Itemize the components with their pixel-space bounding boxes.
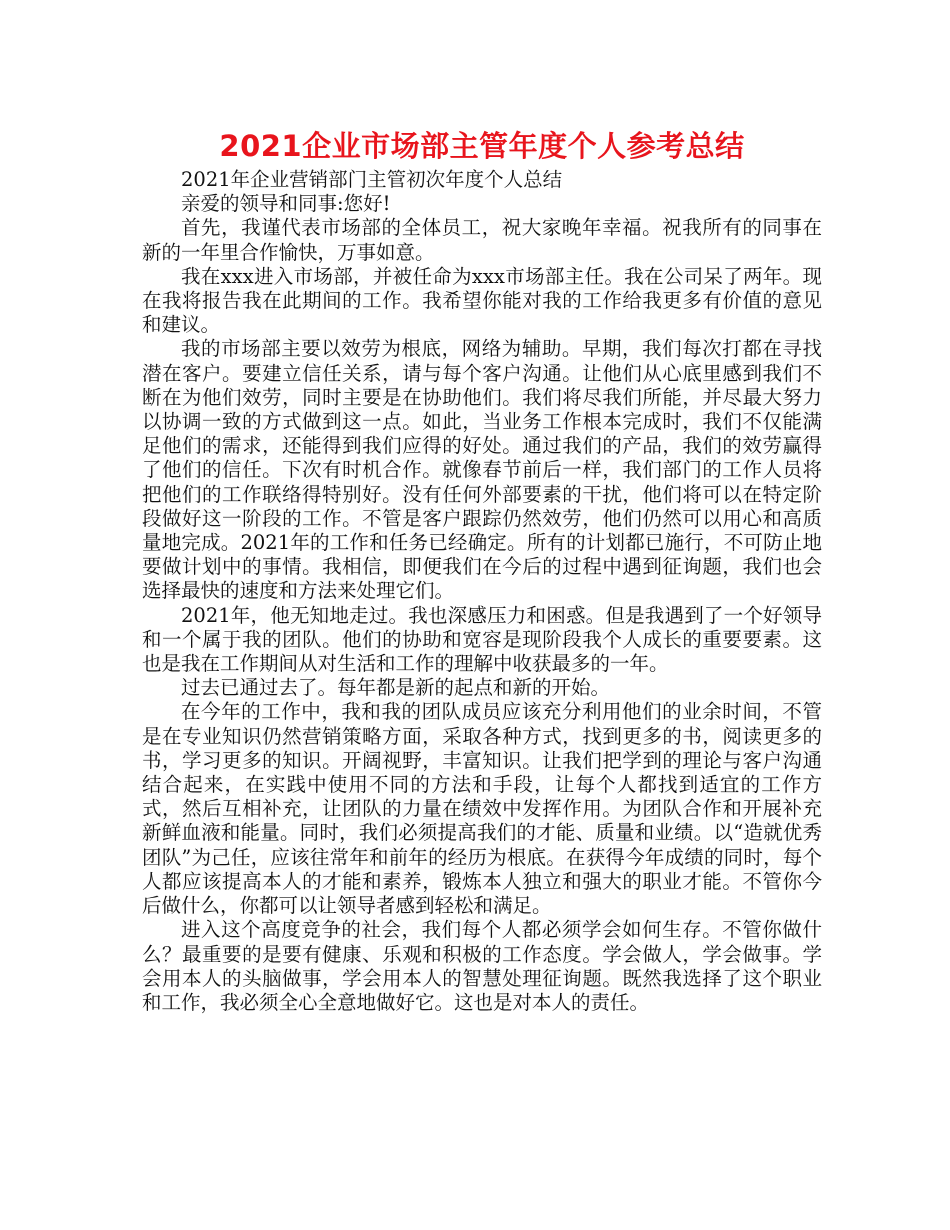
doc-paragraph: 我在xxx进入市场部，并被任命为xxx市场部主任。我在公司呆了两年。现在我将报告我在此期间的工作。我希望你能对我的工作给我更多有价值的意见和建议。 — [142, 264, 822, 337]
doc-paragraph: 我的市场部主要以效劳为根底，网络为辅助。早期，我们每次打都在寻找潜在客户。要建立信任关系，请与每个客户沟通。让他们从心底里感到我们不断在为他们效劳，同时主要是在协助他们。我们将尽我们所能，并尽最大努力以协调一致的方式做到这一点。如此，当业务工作根本完成时，我们不仅能满足他们的需求，还能得到我们应得的好处。通过我们的产品，我们的效劳赢得了他们的信任。下次有时机合作。就像春节前后一样，我们部门的工作人员将把他们的工作联络得特别好。没有任何外部要素的干扰，他们将可以在特定阶段做好这一阶段的工作。不管是客户跟踪仍然效劳，他们仍然可以用心和高质量地完成。2021年的工作和任务已经确定。所有的计划都已施行，不可防止地要做计划中的事情。我相信，即便我们在今后的过程中遇到征询题，我们也会选择最快的速度和方法来处理它们。 — [142, 337, 822, 603]
doc-paragraph: 过去已通过去了。每年都是新的起点和新的开始。 — [181, 676, 611, 700]
doc-paragraph: 进入这个高度竞争的社会，我们每个人都必须学会如何生存。不管你做什么？最重要的是要有健康、乐观和积极的工作态度。学会做人，学会做事。学会用本人的头脑做事，学会用本人的智慧处理征询题。既然我选择了这个职业和工作，我必须全心全意地做好它。这也是对本人的责任。 — [142, 918, 822, 1014]
document-title: 2021企业市场部主管年度个人参考总结 — [219, 129, 745, 163]
doc-paragraph: 亲爱的领导和同事:您好! — [181, 192, 391, 216]
document-page — [142, 126, 822, 1015]
doc-paragraph: 在今年的工作中，我和我的团队成员应该充分利用他们的业余时间，不管是在专业知识仍然营销策略方面，采取各种方式，找到更多的书，阅读更多的书，学习更多的知识。开阔视野，丰富知识。让我们把学到的理论与客户沟通结合起来，在实践中使用不同的方法和手段，让每个人都找到适宜的工作方式，然后互相补充，让团队的力量在绩效中发挥作用。为团队合作和开展补充新鲜血液和能量。同时，我们必须提高我们的才能、质量和业绩。以“造就优秀团队”为己任，应该往常年和前年的经历为根底。在获得今年成绩的同时，每个人都应该提高本人的才能和素养，锻炼本人独立和强大的职业才能。不管你今后做什么，你都可以让领导者感到轻松和满足。 — [142, 700, 822, 918]
doc-paragraph: 2021年企业营销部门主管初次年度个人总结 — [181, 168, 563, 191]
doc-paragraph: 2021年，他无知地走过。我也深感压力和困惑。但是我遇到了一个好领导和一个属于我的团队。他们的协助和宽容是现阶段我个人成长的重要要素。这也是我在工作期间从对生活和工作的理解中收获最多的一年。 — [142, 603, 822, 676]
doc-paragraph: 首先，我谨代表市场部的全体员工，祝大家晚年幸福。祝我所有的同事在新的一年里合作愉快，万事如意。 — [142, 216, 822, 264]
